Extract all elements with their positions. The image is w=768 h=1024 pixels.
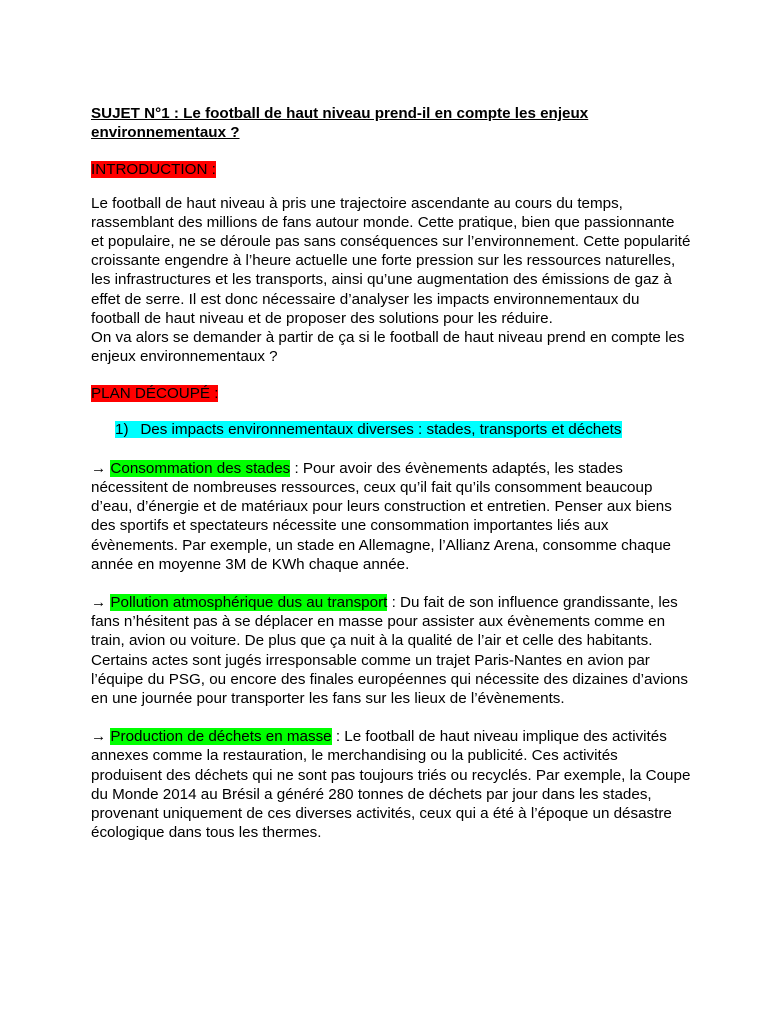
plan-label: PLAN DÉCOUPÉ : [91, 385, 219, 403]
introduction-heading [91, 160, 691, 179]
item-dechets-text: : Le football de haut niveau implique des activités annexes comme la restauration, le merchandising ou la publicité. Ces activités produisent des déchets qui ne sont pas toujours triés ou recyclés. Par exemple, la Coupe du Monde 2014 au Brésil a généré 280 tonnes de déchets par jour dans les stades, provenant uniquement de ces diverses activités, ceux qui a été à l’époque un désastre écologique dans tous les thermes. [91, 728, 691, 842]
item-dechets [91, 727, 691, 842]
item-stades-label: Consommation des stades [110, 459, 291, 477]
plan-heading [91, 384, 691, 403]
item-stades [91, 459, 691, 574]
introduction-label: INTRODUCTION : [91, 161, 216, 179]
item-transport [91, 593, 691, 708]
introduction-text: Le football de haut niveau à pris une trajectoire ascendante au cours du temps, rassemblant des millions de fans autour monde. Cette pratique, bien que passionnante et populaire, ne se déroule pas sans conséquences sur l’environnement. Cette popularité croissante engendre à l’heure actuelle une forte pression sur les ressources naturelles, les infrastructures et les transports, ainsi qu’une augmentation des émissions de gaz à effet de serre. Il est donc nécessaire d’analyser les impacts environnementaux du football de haut niveau et de proposer des solutions pour les réduire. [91, 194, 691, 327]
document-title: SUJET N°1 : Le football de haut niveau prend-il en compte les enjeux environnementaux ? [91, 105, 589, 142]
arrow-icon: → [91, 594, 107, 612]
arrow-icon: → [91, 728, 107, 746]
introduction-question: On va alors se demander à partir de ça si le football de haut niveau prend en compte les enjeux environnementaux ? [91, 329, 685, 366]
part1-heading-text: 1) Des impacts environnementaux diverses : stades, transports et déchets [115, 420, 622, 438]
document-page [91, 104, 691, 843]
item-stades-text: : Pour avoir des évènements adaptés, les stades nécessitent de nombreuses ressources, ceux qu’il fait qu’ils consomment beaucoup d’eau, d’énergie et de matériaux pour leurs construction et entretien. Penser aux biens des sportifs et spectateurs nécessite une consommation importantes liés aux évènements. Par exemple, un stade en Allemagne, l’Allianz Arena, consomme chaque année en moyenne 3M de KWh chaque année. [91, 459, 672, 573]
part1-heading [91, 420, 691, 439]
item-dechets-label: Production de déchets en masse [110, 728, 332, 746]
introduction-block [91, 194, 691, 367]
arrow-icon: → [91, 459, 107, 477]
item-transport-text: : Du fait de son influence grandissante, les fans n’hésitent pas à se déplacer en masse pour assister aux évènements comme en train, avion ou voiture. De plus que ça nuit à la qualité de l’air et celle des habitants. Certains actes sont jugés irresponsable comme un trajet Paris-Nantes en avion par l’équipe du PSG, ou encore des finales européennes qui nécessite des dizaines d’avions en une journée pour transporter les fans sur les lieux de l’évènements. [91, 594, 688, 708]
item-transport-label: Pollution atmosphérique dus au transport [110, 594, 388, 612]
